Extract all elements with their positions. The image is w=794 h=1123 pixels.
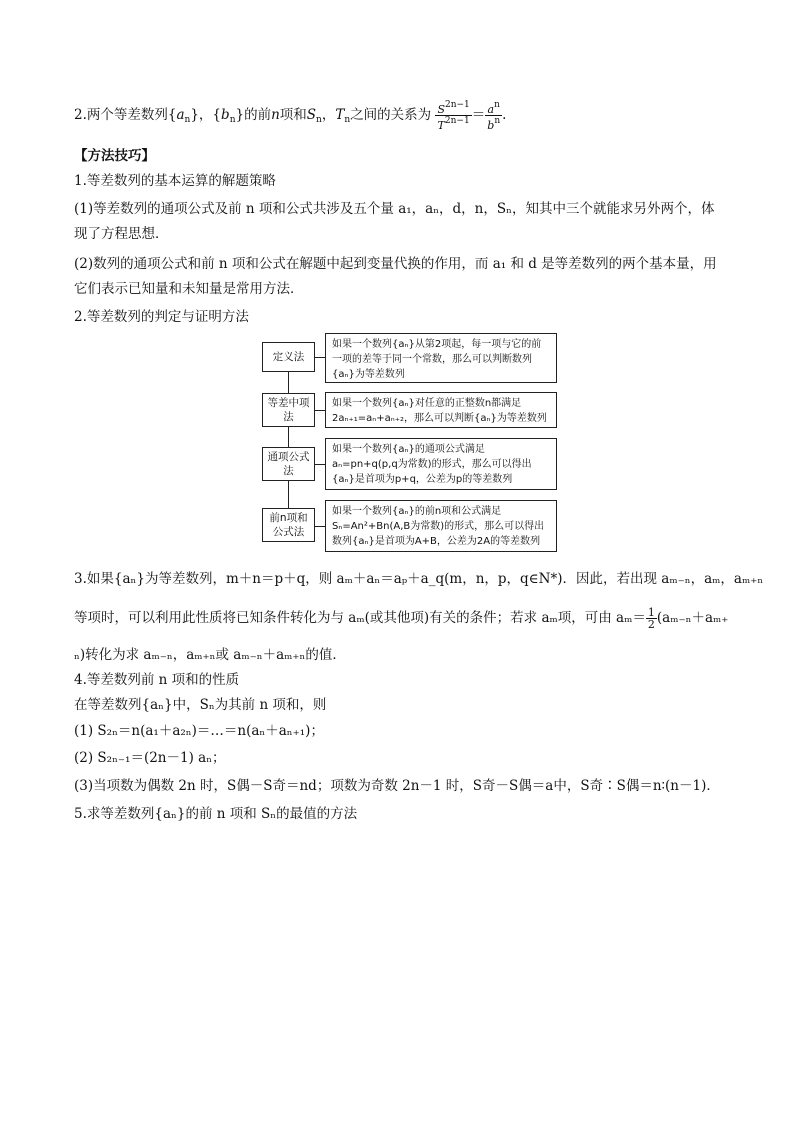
flow-connector bbox=[315, 410, 325, 411]
method-1-para-1: (1)等差数列的通项公式及前 n 项和公式共涉及五个量 a₁，aₙ，d，n，Sₙ，知其中三个就能求另外两个，体现了方程思想． bbox=[74, 201, 715, 242]
frac-den-sup: n bbox=[494, 116, 501, 126]
method-4-intro: 在等差数列{aₙ}中，Sₙ为其前 n 项和，则 bbox=[74, 697, 327, 713]
flow-desc-sum-formula: 如果一个数列{aₙ}的前n项和公式满足Sₙ=An²+Bn(A,B为常数)的形式，那么可以得出数列{aₙ}是首项为A+B，公差为2A的等差数列 bbox=[325, 500, 557, 552]
flow-label-text: 等差中项法 bbox=[267, 397, 310, 423]
fraction-half bbox=[646, 607, 657, 630]
frac-num: 1 bbox=[647, 606, 655, 619]
text: }的前 bbox=[235, 107, 272, 123]
flow-connector bbox=[315, 526, 325, 527]
method-4-title: 4.等差数列前 n 项和的性质 bbox=[74, 672, 240, 688]
sub: n bbox=[316, 115, 322, 125]
flow-connector-vertical bbox=[288, 357, 289, 527]
var-n: n bbox=[271, 107, 280, 123]
var-s: S bbox=[306, 107, 317, 123]
text: }，{ bbox=[190, 107, 222, 123]
text: 2.两个等差数列{ bbox=[74, 107, 177, 123]
frac-num: a bbox=[487, 103, 495, 116]
flow-label-middle-term bbox=[262, 393, 315, 427]
fraction-s-t bbox=[435, 100, 471, 131]
method-3-line-3: ₙ)转化为求 aₘ₋ₙ，aₘ₊ₙ或 aₘ₋ₙ＋aₘ₊ₙ的值． bbox=[74, 647, 346, 663]
flow-desc-middle-term: 如果一个数列{aₙ}对任意的正整数n都满足2aₙ₊₁=aₙ+aₙ₊₂，那么可以判断{aₙ}为等差数列 bbox=[325, 392, 557, 428]
var-b: b bbox=[221, 107, 230, 123]
flow-label-definition bbox=[262, 342, 315, 372]
text: 之间的关系为 bbox=[350, 107, 432, 123]
method-3-line-1: 3.如果{aₙ}为等差数列，m＋n＝p＋q，则 aₘ＋aₙ＝aₚ＋a_q(m，n，p，q∈N*)．因此，若出现 aₘ₋ₙ，aₘ，aₘ₊ₙ bbox=[74, 571, 764, 587]
frac-num-sup: n bbox=[494, 100, 500, 110]
var-a: a bbox=[176, 107, 185, 123]
equals: ＝ bbox=[471, 107, 486, 123]
text: 项和 bbox=[279, 107, 307, 123]
method-4-item-3: (3)当项数为偶数 2n 时，S偶－S奇＝nd；项数为奇数 2n－1 时，S奇－S偶＝a中，S奇∶S偶＝n∶(n－1)． bbox=[74, 778, 720, 794]
flow-connector bbox=[315, 464, 325, 465]
method-2-title: 2.等差数列的判定与证明方法 bbox=[74, 309, 249, 325]
frac-den-sup: 2n−1 bbox=[444, 116, 470, 126]
relation-line bbox=[74, 100, 506, 131]
flow-desc-general-term: 如果一个数列{aₙ}的通项公式满足aₙ=pn+q(p,q为常数)的形式，那么可以得出{aₙ}是首项为p+q，公差为p的等差数列 bbox=[325, 438, 557, 490]
fraction-a-b bbox=[485, 100, 502, 131]
method-1-title: 1.等差数列的基本运算的解题策略 bbox=[74, 173, 276, 189]
frac-den: 2 bbox=[647, 618, 655, 631]
flow-connector bbox=[315, 357, 325, 358]
frac-num-sup: 2n−1 bbox=[444, 100, 470, 110]
flow-label-sum-formula bbox=[262, 508, 315, 542]
var-t: T bbox=[335, 107, 345, 123]
frac-den: b bbox=[487, 119, 495, 132]
method-4-item-2: (2) S₂ₙ₋₁＝(2n－1) aₙ； bbox=[74, 750, 226, 766]
section-title: 【方法技巧】 bbox=[74, 148, 155, 164]
text: . bbox=[502, 107, 507, 123]
flow-label-text: 前n项和公式法 bbox=[269, 512, 308, 538]
method-3-line-2 bbox=[74, 607, 728, 630]
flow-label-general-term bbox=[262, 447, 315, 481]
flow-label-text: 定义法 bbox=[272, 351, 305, 363]
text: 等项时，可以利用此性质将已知条件转化为与 aₘ(或其他项)有关的条件；若求 aₘ项，可由 aₘ＝ bbox=[74, 610, 646, 626]
flow-desc-definition: 如果一个数列{aₙ}从第2项起，每一项与它的前一项的差等于同一个常数，那么可以判断数列{aₙ}为等差数列 bbox=[325, 333, 557, 383]
frac-num: S bbox=[437, 103, 445, 116]
sub: n bbox=[344, 115, 351, 125]
flow-label-text: 通项公式法 bbox=[267, 451, 310, 477]
method-5-title: 5.求等差数列{aₙ}的前 n 项和 Sₙ的最值的方法 bbox=[74, 806, 358, 822]
text: ， bbox=[321, 107, 336, 123]
frac-den: T bbox=[437, 119, 445, 132]
text: (aₘ₋ₙ＋aₘ₊ bbox=[656, 610, 729, 626]
method-4-item-1: (1) S₂ₙ＝n(a₁＋a₂ₙ)＝…＝n(aₙ＋aₙ₊₁)； bbox=[74, 723, 324, 739]
method-1-para-2: (2)数列的通项公式和前 n 项和公式在解题中起到变量代换的作用，而 a₁ 和 d 是等差数列的两个基本量，用它们表示已知量和未知量是常用方法． bbox=[74, 256, 717, 297]
sub: n bbox=[184, 115, 191, 125]
sub: n bbox=[229, 115, 236, 125]
